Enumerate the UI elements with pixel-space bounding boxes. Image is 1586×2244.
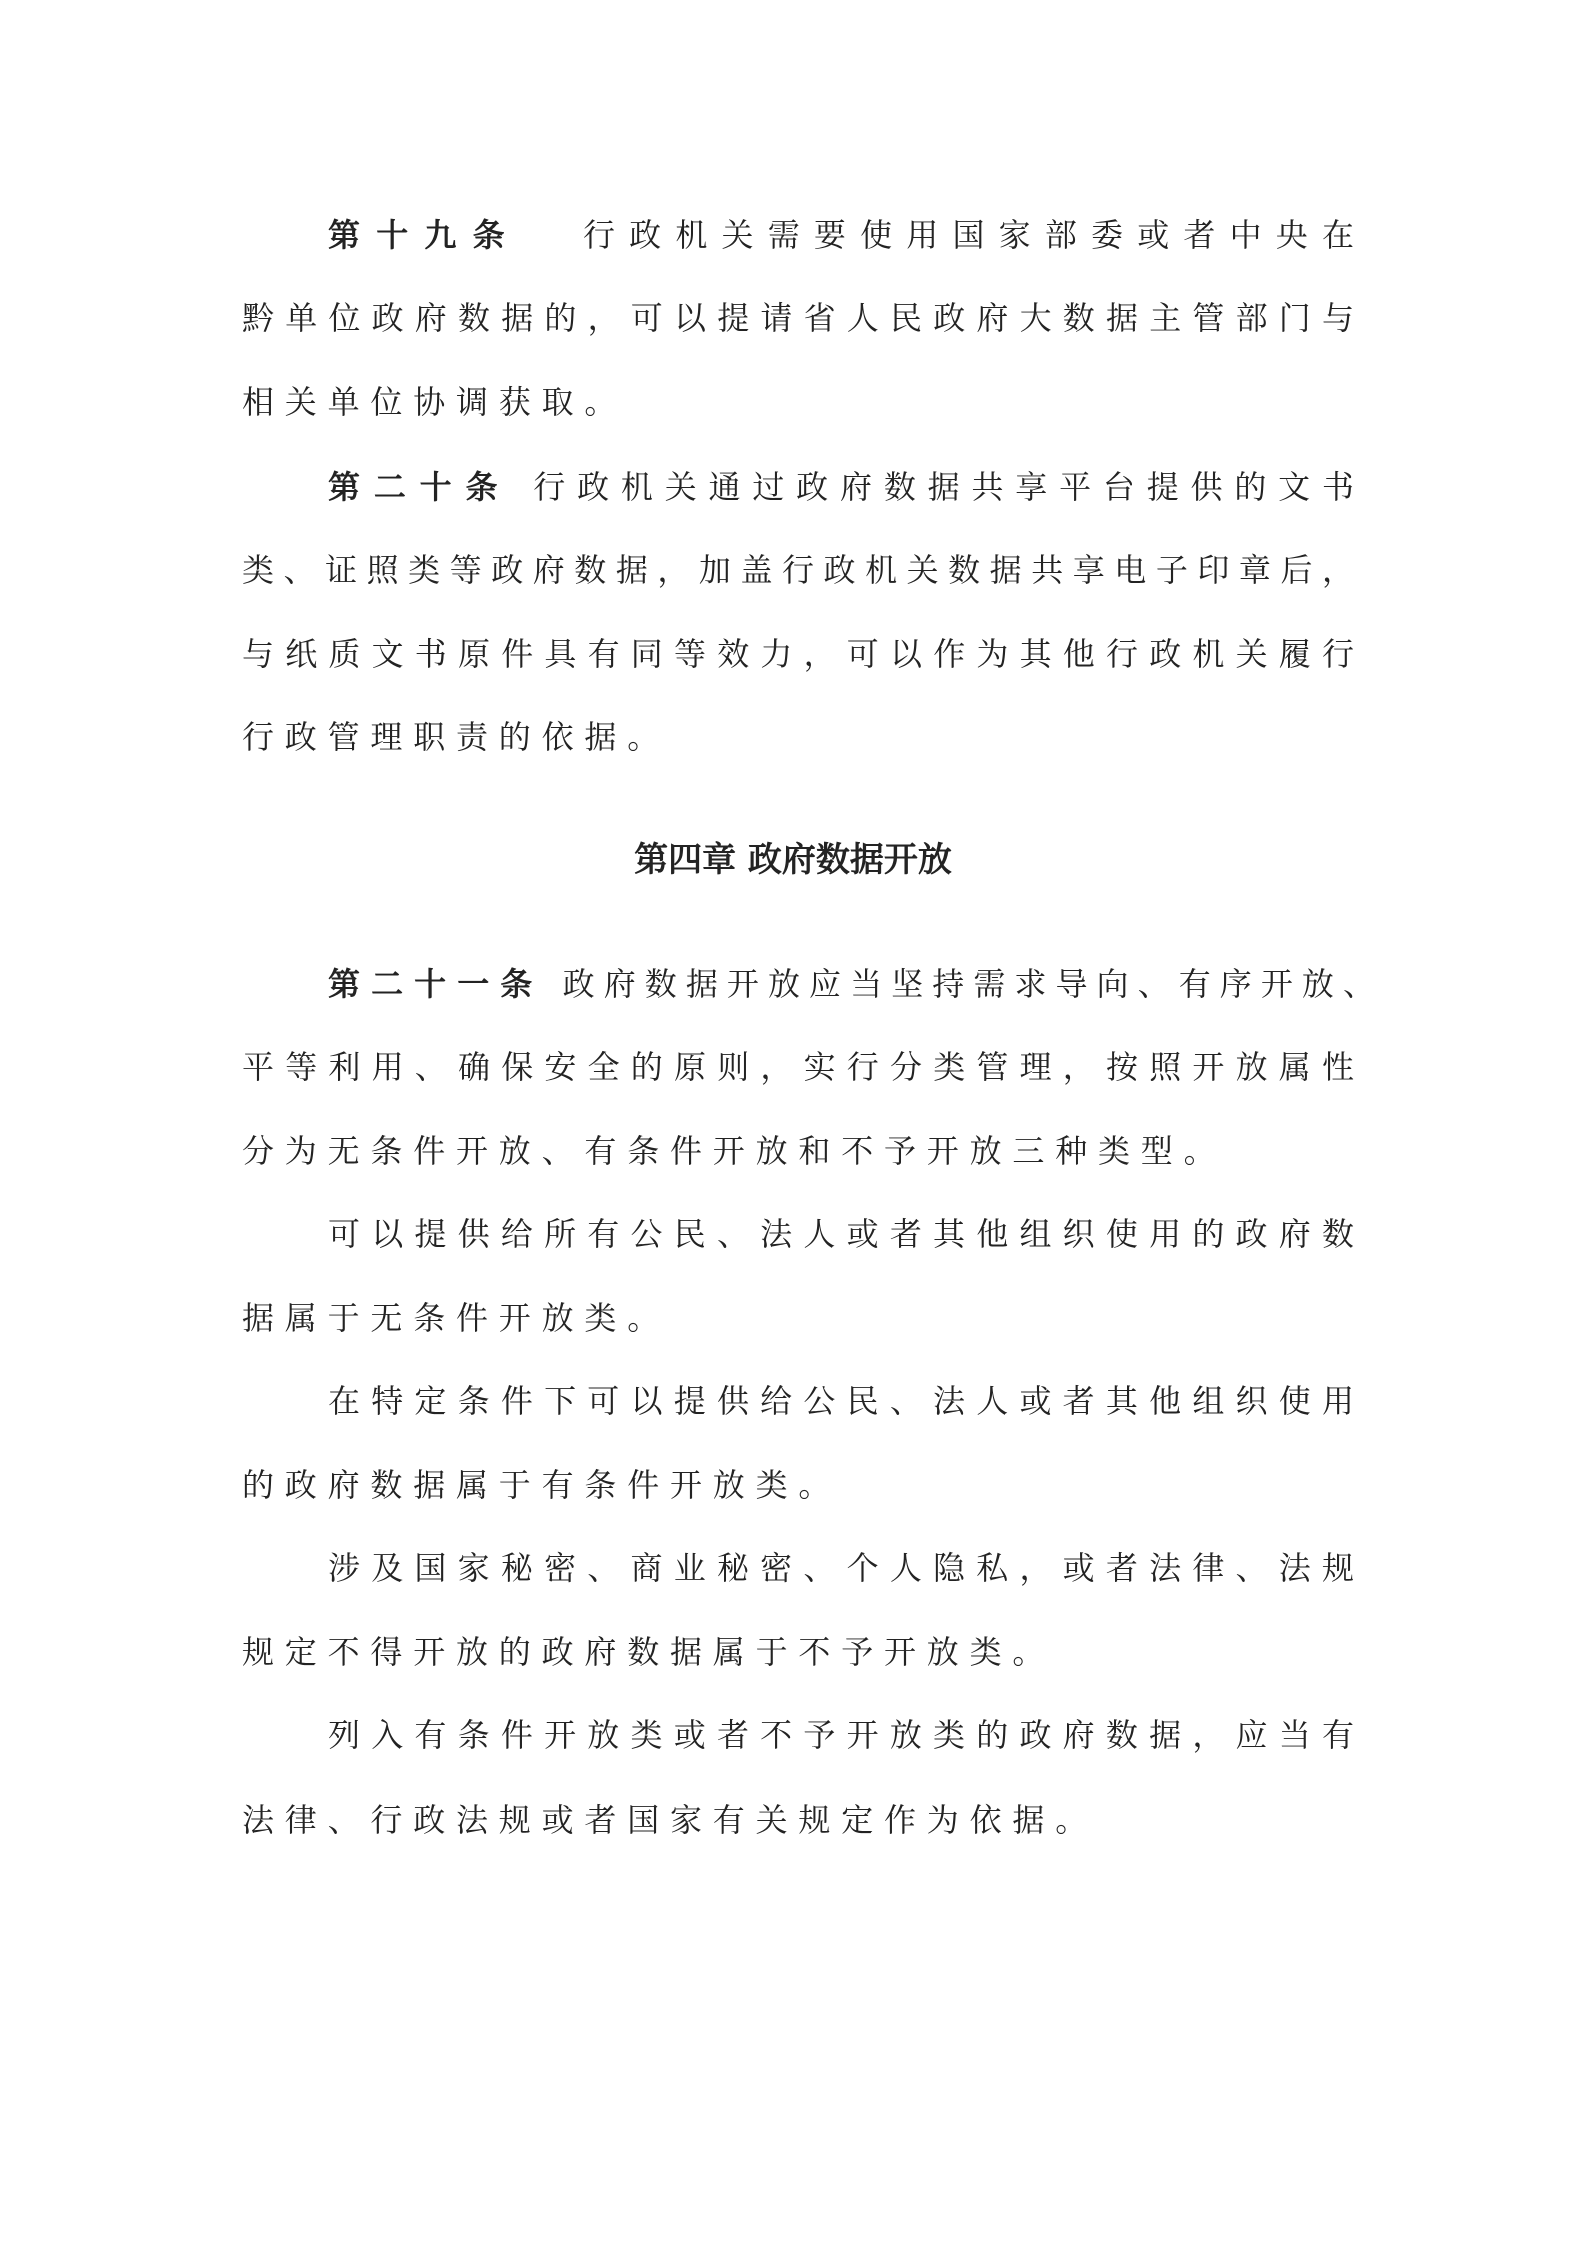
article-20-text: 行政机关通过政府数据共享平台提供的文书 xyxy=(533,468,1354,506)
article-21-p4-line-2: 规定不得开放的政府数据属于不予开放类。 xyxy=(242,1633,1056,1671)
article-21-p2-line-2: 据属于无条件开放类。 xyxy=(242,1299,671,1337)
article-21-p1-line-2: 平等利用、确保安全的原则，实行分类管理，按照开放属性 xyxy=(242,1048,1354,1086)
article-21-label: 第二十一条 xyxy=(328,965,544,1003)
article-20-line-3: 与纸质文书原件具有同等效力，可以作为其他行政机关履行 xyxy=(242,635,1354,673)
chapter-heading: 第四章 政府数据开放 xyxy=(634,840,952,880)
article-21-p5-line-2: 法律、行政法规或者国家有关规定作为依据。 xyxy=(242,1801,1099,1839)
article-19-line-3: 相关单位协调获取。 xyxy=(242,383,628,421)
article-20-line-4: 行政管理职责的依据。 xyxy=(242,718,671,756)
article-21-p3-line-1: 在特定条件下可以提供给公民、法人或者其他组织使用 xyxy=(328,1382,1354,1420)
article-20-line-1 xyxy=(328,463,1354,511)
article-21-p4-line-1: 涉及国家秘密、商业秘密、个人隐私，或者法律、法规 xyxy=(328,1549,1354,1587)
article-21-p3-line-2: 的政府数据属于有条件开放类。 xyxy=(242,1466,842,1504)
article-20-label: 第二十条 xyxy=(328,468,512,506)
article-21-p1-line-3: 分为无条件开放、有条件开放和不予开放三种类型。 xyxy=(242,1132,1227,1170)
article-19-label: 第十九条 xyxy=(328,216,521,254)
article-19-line-1 xyxy=(328,211,1354,259)
article-20-line-2: 类、证照类等政府数据，加盖行政机关数据共享电子印章后， xyxy=(242,551,1354,589)
article-19-text: 行政机关需要使用国家部委或者中央在 xyxy=(568,216,1354,254)
article-21-line-1 xyxy=(328,960,1375,1008)
article-21-p2-line-1: 可以提供给所有公民、法人或者其他组织使用的政府数 xyxy=(328,1215,1354,1253)
article-19-line-2: 黔单位政府数据的，可以提请省人民政府大数据主管部门与 xyxy=(242,299,1354,337)
article-21-p5-line-1: 列入有条件开放类或者不予开放类的政府数据，应当有 xyxy=(328,1716,1354,1754)
article-21-text: 政府数据开放应当坚持需求导向、有序开放、 xyxy=(562,965,1375,1003)
